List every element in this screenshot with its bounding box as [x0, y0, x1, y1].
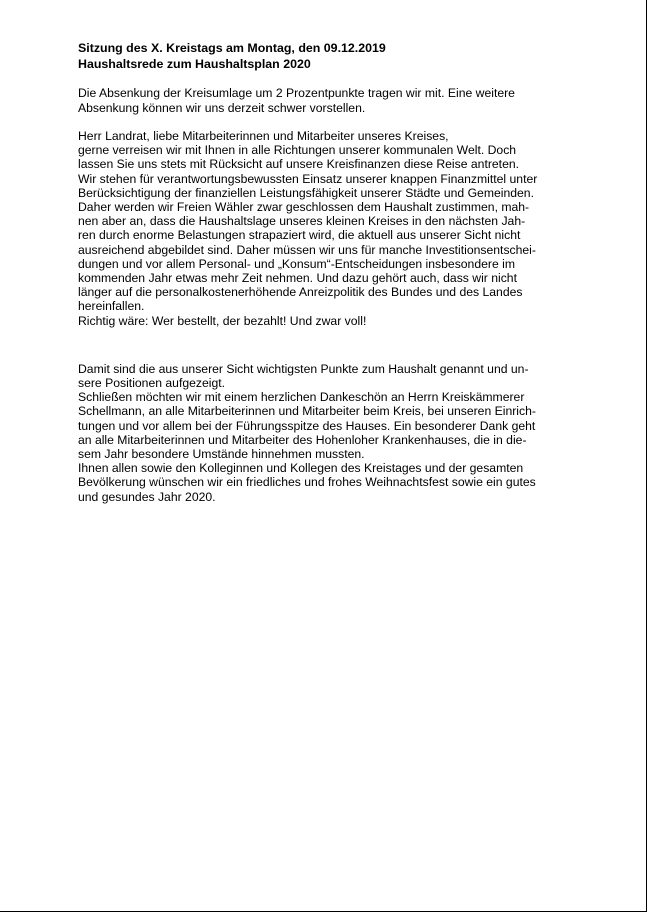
paragraph-dank: [78, 362, 578, 504]
title-line: Sitzung des X. Kreistags am Montag, den 09.12.2019: [78, 41, 386, 55]
text-line: Berücksichtigung der finanziellen Leistungsfähigkeit unserer Städte und Gemeinden.: [78, 185, 534, 200]
text-line: sere Positionen aufgezeigt.: [78, 376, 226, 391]
text-line: lassen Sie uns stets mit Rücksicht auf unsere Kreisfinanzen diese Reise antreten.: [78, 157, 520, 172]
text-line: gerne verreisen wir mit Ihnen in alle Richtungen unserer kommunalen Welt. Doch: [78, 143, 517, 158]
text-line: Herr Landrat, liebe Mitarbeiterinnen und Mitarbeiter unseres Kreises,: [78, 129, 449, 143]
text-line: an alle Mitarbeiterinnen und Mitarbeiter des Hohenloher Krankenhauses, die in die-: [78, 432, 527, 447]
paragraph-finanzen: [78, 129, 578, 328]
text-line: Bevölkerung wünschen wir ein friedliches und frohes Weihnachtsfest sowie ein gutes: [78, 475, 536, 490]
text-line: nen aber an, dass die Haushaltslage unseres kleinen Kreises in den nächsten Jah-: [78, 214, 526, 229]
title-line: Haushaltsrede zum Haushaltsplan 2020: [78, 57, 311, 71]
text-line: und gesundes Jahr 2020.: [78, 489, 216, 504]
document-title: [78, 40, 578, 72]
text-line: Schellmann, an alle Mitarbeiterinnen und Mitarbeiter beim Kreis, bei unseren Einrich-: [78, 404, 536, 419]
text-line: sem Jahr besondere Umstände hinnehmen mussten.: [78, 447, 365, 462]
text-line: Schließen möchten wir mit einem herzlichen Dankeschön an Herrn Kreiskämmerer: [78, 390, 525, 405]
text-line: Ihnen allen sowie den Kolleginnen und Kollegen des Kreistages und der gesamten: [78, 461, 524, 476]
text-line: dungen und vor allem Personal- und „Konsum“-Entscheidungen insbesondere im: [78, 256, 515, 271]
paragraph-kreisumlage: [78, 86, 578, 114]
text-line: ren durch enorme Belastungen strapaziert wird, die aktuell aus unserer Sicht nicht: [78, 228, 521, 243]
text-line: länger auf die personalkostenerhöhende Anreizpolitik des Bundes und des Landes: [78, 285, 523, 300]
document-body: [78, 40, 578, 504]
text-line: Absenkung können wir uns derzeit schwer vorstellen.: [78, 100, 366, 115]
text-line: ausreichend abgebildet sind. Daher müssen wir uns für manche Investitionsentschei-: [78, 242, 536, 257]
text-line: Daher werden wir Freien Wähler zwar geschlossen dem Haushalt zustimmen, mah-: [78, 200, 530, 215]
text-line: kommenden Jahr etwas mehr Zeit nehmen. Und dazu gehört auch, dass wir nicht: [78, 271, 517, 286]
text-line: Damit sind die aus unserer Sicht wichtigsten Punkte zum Haushalt genannt und un-: [78, 361, 529, 376]
text-line: hereinfallen.: [78, 299, 145, 314]
text-line: Richtig wäre: Wer bestellt, der bezahlt! Und zwar voll!: [78, 313, 367, 328]
text-line: tungen und vor allem bei der Führungsspitze des Hauses. Ein besonderer Dank geht: [78, 418, 536, 433]
text-line: Die Absenkung der Kreisumlage um 2 Prozentpunkte tragen wir mit. Eine weitere: [78, 86, 515, 101]
text-line: Wir stehen für verantwortungsbewussten Einsatz unserer knappen Finanzmittel unter: [78, 171, 538, 186]
